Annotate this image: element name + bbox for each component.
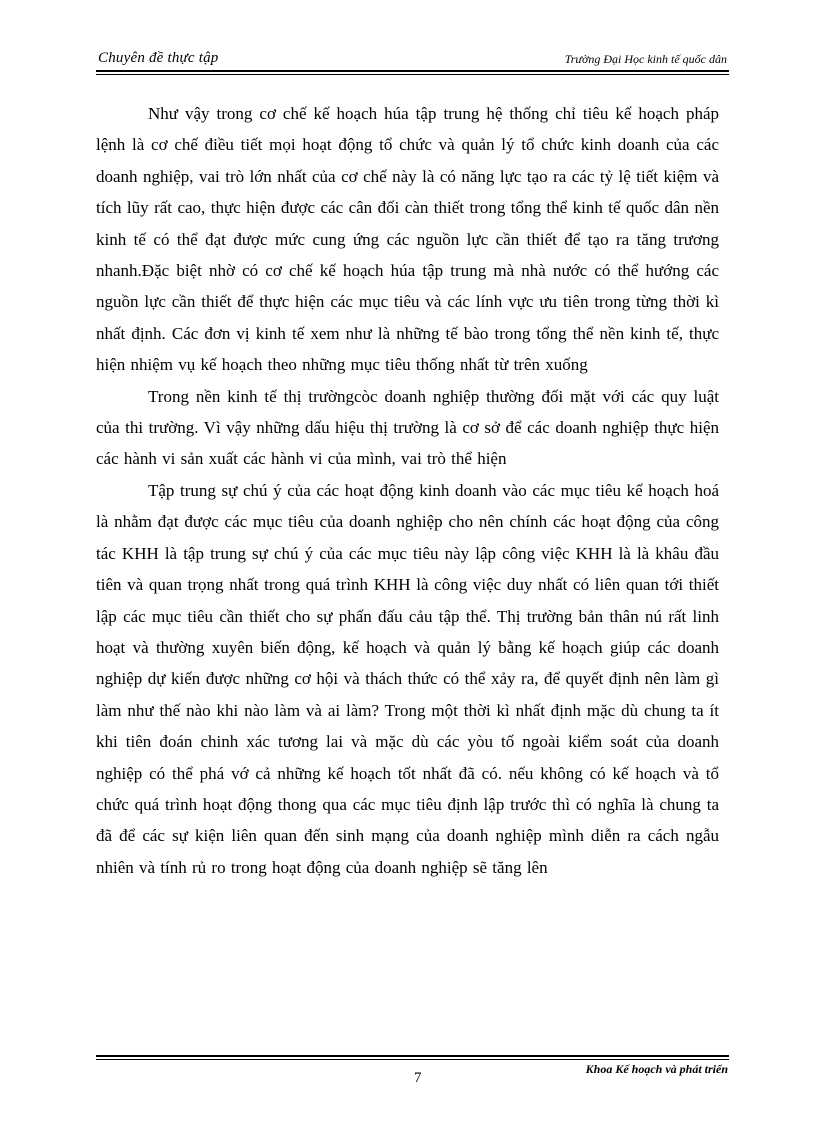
page-header	[96, 46, 729, 70]
page-number: 7	[414, 1070, 422, 1086]
header-right-title: Trường Đại Học kinh tế quốc dân	[564, 52, 727, 66]
paragraph-2: Trong nền kinh tế thị trườngcòc doanh nghiệp thường đối mặt với các quy luật của thi trường. Vì vậy những dấu hiệu thị trường là cơ sở để các doanh nghiệp thực hiện các hành vi sản xuất các hành vi của mình, vai trò thể hiện	[96, 386, 719, 469]
footer-rule	[96, 1055, 729, 1057]
body-text	[96, 98, 719, 883]
header-left-title: Chuyên đề thực tập	[98, 50, 219, 66]
header-rule	[96, 70, 729, 72]
footer-department: Khoa Kế hoạch và phát triển	[585, 1062, 728, 1076]
footer-rule-thin	[96, 1059, 729, 1060]
header-rule-thin	[96, 74, 729, 75]
paragraph-3: Tập trung sự chú ý của các hoạt động kinh doanh vào các mục tiêu kế hoạch hoá là nhằm đạt được các mục tiêu của doanh nghiệp cho nên chính các hoạt động của công tác KHH là tập trung sự chú ý của các mục tiêu này lập công việc KHH là là khâu đầu tiên và quan trọng nhất trong quá trình KHH là công việc duy nhất có liên quan tới thiết lập các mục tiêu cần thiết cho sự phấn đấu cảu tập thể. Thị trường bản thân nú rất linh hoạt và thường xuyên biến động, kế hoạch và quản lý bằng kế hoạch giúp các doanh nghiệp dự kiến được những cơ hội và thách thức có thể xảy ra, để quyết định nên làm gì làm như thế nào khi nào làm và ai làm? Trong một thời kì nhất định mặc dù chung ta ít khi tiên đoán chinh xác tương lai và mặc dù các yòu tố ngoài kiểm soát của doanh nghiệp có thể phá vớ cả những kế hoạch tốt nhất đã có. nếu không có kế hoạch và tổ chức quá trình hoạt động thong qua các mục tiêu định lập trước thì có nghĩa là chung ta đã để các sự kiện liên quan đến sinh mạng của doanh nghiệp mình diễn ra cách ngẫu nhiên và tính rủ ro trong hoạt động của doanh nghiệp sẽ tăng lên	[96, 480, 719, 877]
paragraph-1: Như vậy trong cơ chế kế hoạch húa tập trung hệ thống chỉ tiêu kế hoạch pháp lệnh là cơ chế điều tiết mọi hoạt động tổ chức và quản lý tổ chức kinh doanh của các doanh nghiệp, vai trò lớn nhất của cơ chế này là có năng lực tạo ra các tỷ lệ tiết kiệm và tích lũy rất cao, thực hiện được các cân đối càn thiết trong tổng thể kinh tế quốc dân nền kinh tế có thể đạt được mức cung ứng các nguồn lực cần thiết để tạo ra tăng trương nhanh.Đặc biệt nhờ có cơ chế kế hoạch húa tập trung mà nhà nước có thể hướng các nguồn lực cần thiết để thực hiện các mục tiêu và các lính vực ưu tiên trong từng thời kì nhất định. Các đơn vị kinh tế xem như là những tế bào trong tổng thể nền kinh tế, thực hiện nhiệm vụ kế hoạch theo những mục tiêu thống nhất từ trên xuống	[96, 104, 719, 375]
